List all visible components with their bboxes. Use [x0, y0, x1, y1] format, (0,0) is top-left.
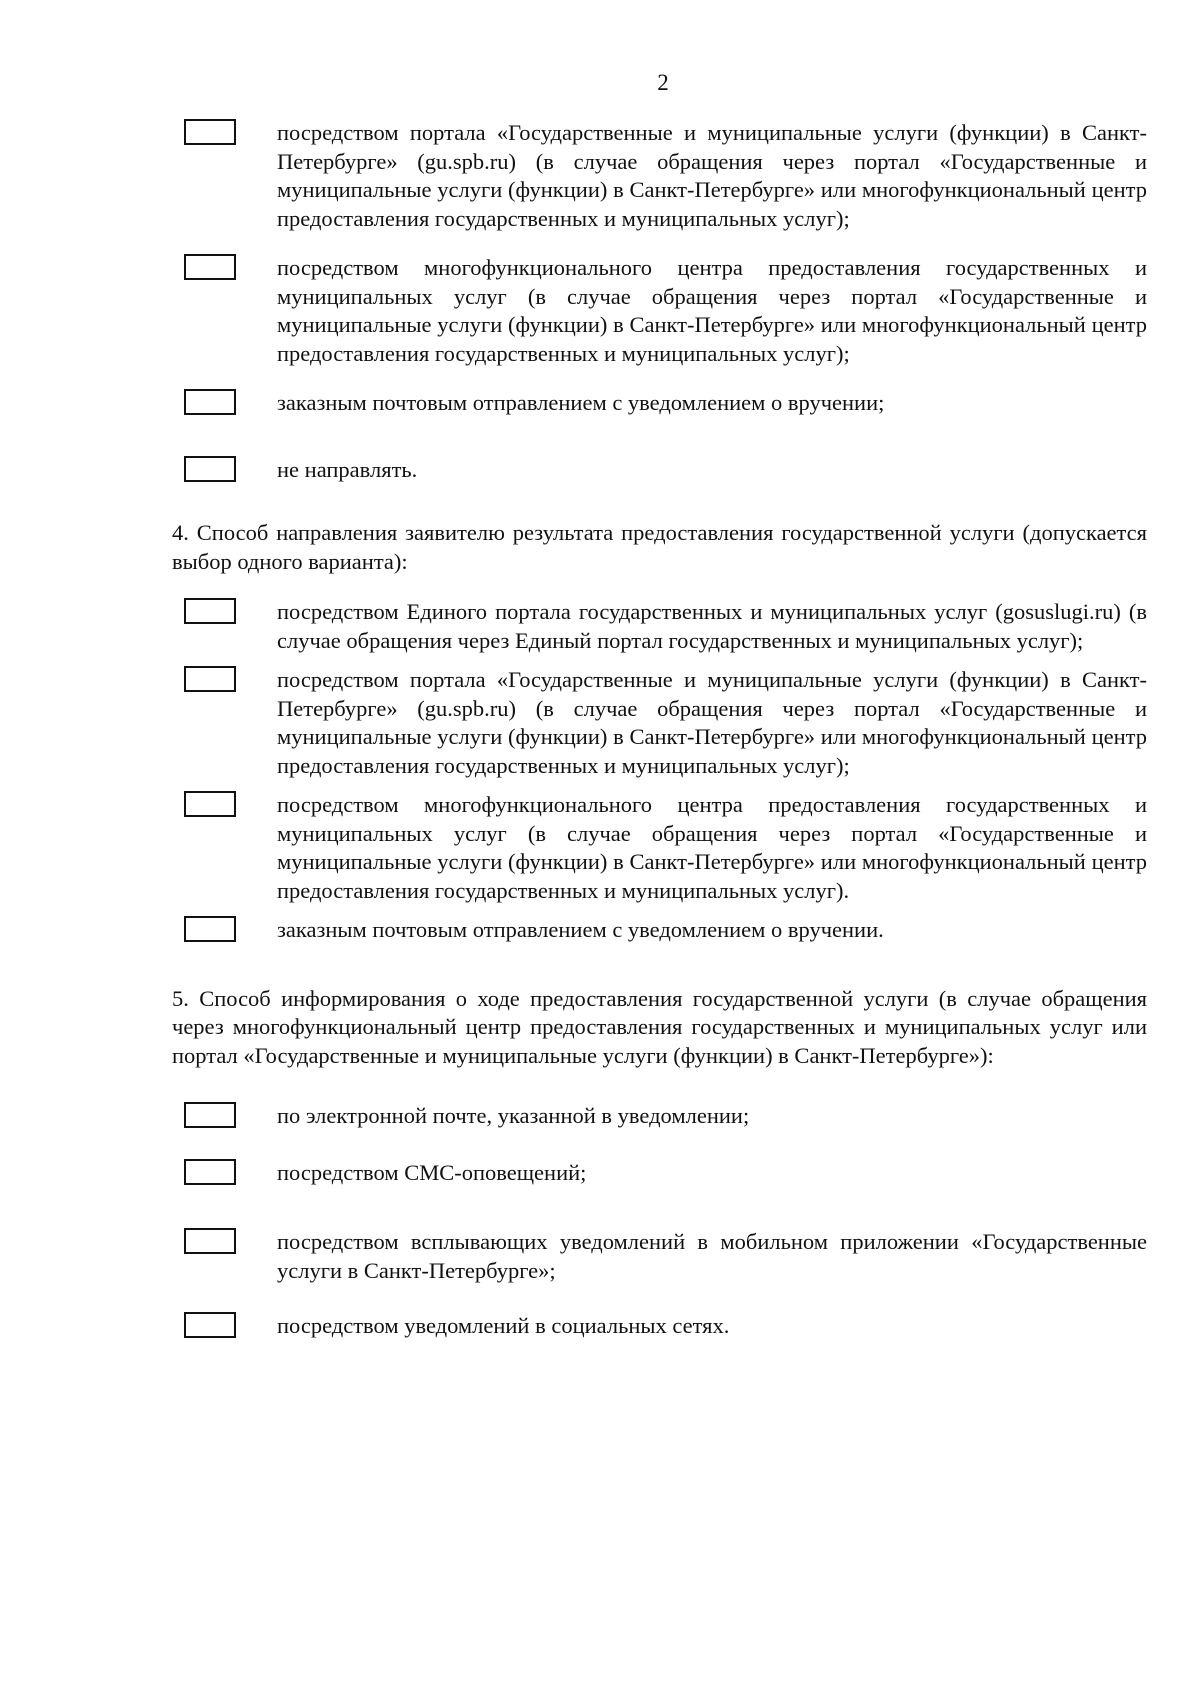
checkbox[interactable] — [184, 1228, 236, 1254]
option-label: посредством СМС-оповещений; — [277, 1159, 587, 1185]
option-label: не направлять. — [277, 456, 418, 482]
option-send-gu-spb — [172, 119, 1147, 233]
option-label: по электронной почте, указанной в уведомлении; — [277, 1103, 750, 1128]
option-label: посредством Единого портала государственных и муниципальных услуг (gosuslugi.ru) (в случае обращения через Единый портал государственных и муниципальных услуг); — [277, 599, 1147, 653]
checkbox[interactable] — [184, 598, 236, 624]
checkbox[interactable] — [184, 916, 236, 942]
option-send-mfc — [172, 254, 1147, 368]
checkbox[interactable] — [184, 1102, 236, 1128]
checkbox[interactable] — [184, 389, 236, 415]
document-body — [172, 119, 1147, 1341]
option-label: посредством уведомлений в социальных сетях. — [277, 1313, 730, 1338]
option-label: посредством портала «Государственные и муниципальные услуги (функции) в Санкт-Петербурге» (gu.spb.ru) (в случае обращения через портал «Государственные и муниципальные услуги (функции) в Санкт-Петербурге» или многофункциональный центр предоставления государственных и муниципальных услуг); — [277, 120, 1147, 231]
option-do-not-send — [172, 456, 1147, 485]
option-result-registered-mail — [172, 916, 1147, 945]
page-number: 2 — [657, 70, 669, 95]
option-result-gosuslugi — [172, 598, 1147, 655]
option-result-mfc — [172, 791, 1147, 905]
option-label: посредством портала «Государственные и муниципальные услуги (функции) в Санкт-Петербурге» (gu.spb.ru) (в случае обращения через портал «Государственные и муниципальные услуги (функции) в Санкт-Петербурге» или многофункциональный центр предоставления государственных и муниципальных услуг); — [277, 667, 1147, 778]
option-label: заказным почтовым отправлением с уведомлением о вручении. — [277, 917, 884, 942]
checkbox[interactable] — [184, 666, 236, 692]
option-send-registered-mail — [172, 389, 1147, 418]
option-result-gu-spb — [172, 666, 1147, 780]
option-info-social — [172, 1312, 1147, 1341]
checkbox[interactable] — [184, 254, 236, 280]
option-label: заказным почтовым отправлением с уведомлением о вручении; — [277, 390, 885, 415]
section-4-heading: 4. Способ направления заявителю результата предоставления государственной услуги (допускается выбор одного варианта): — [172, 520, 1147, 574]
checkbox[interactable] — [184, 791, 236, 817]
option-info-push — [172, 1228, 1147, 1285]
checkbox[interactable] — [184, 119, 236, 145]
checkbox[interactable] — [184, 1159, 236, 1185]
checkbox[interactable] — [184, 456, 236, 482]
checkbox[interactable] — [184, 1312, 236, 1338]
option-info-email — [172, 1102, 1147, 1131]
option-label: посредством всплывающих уведомлений в мобильном приложении «Государственные услуги в Санкт-Петербурге»; — [277, 1229, 1147, 1283]
section-5-heading: 5. Способ информирования о ходе предоставления государственной услуги (в случае обращения через многофункциональный центр предоставления государственных и муниципальных услуг или портал «Государственные и муниципальные услуги (функции) в Санкт-Петербурге»): — [172, 985, 1147, 1068]
option-info-sms — [172, 1159, 1147, 1188]
option-label: посредством многофункционального центра предоставления государственных и муниципальных услуг (в случае обращения через портал «Государственные и муниципальные услуги (функции) в Санкт-Петербурге» или многофункциональный центр предоставления государственных и муниципальных услуг); — [277, 255, 1147, 366]
option-label: посредством многофункционального центра предоставления государственных и муниципальных услуг (в случае обращения через портал «Государственные и муниципальные услуги (функции) в Санкт-Петербурге» или многофункциональный центр предоставления государственных и муниципальных услуг). — [277, 792, 1147, 903]
